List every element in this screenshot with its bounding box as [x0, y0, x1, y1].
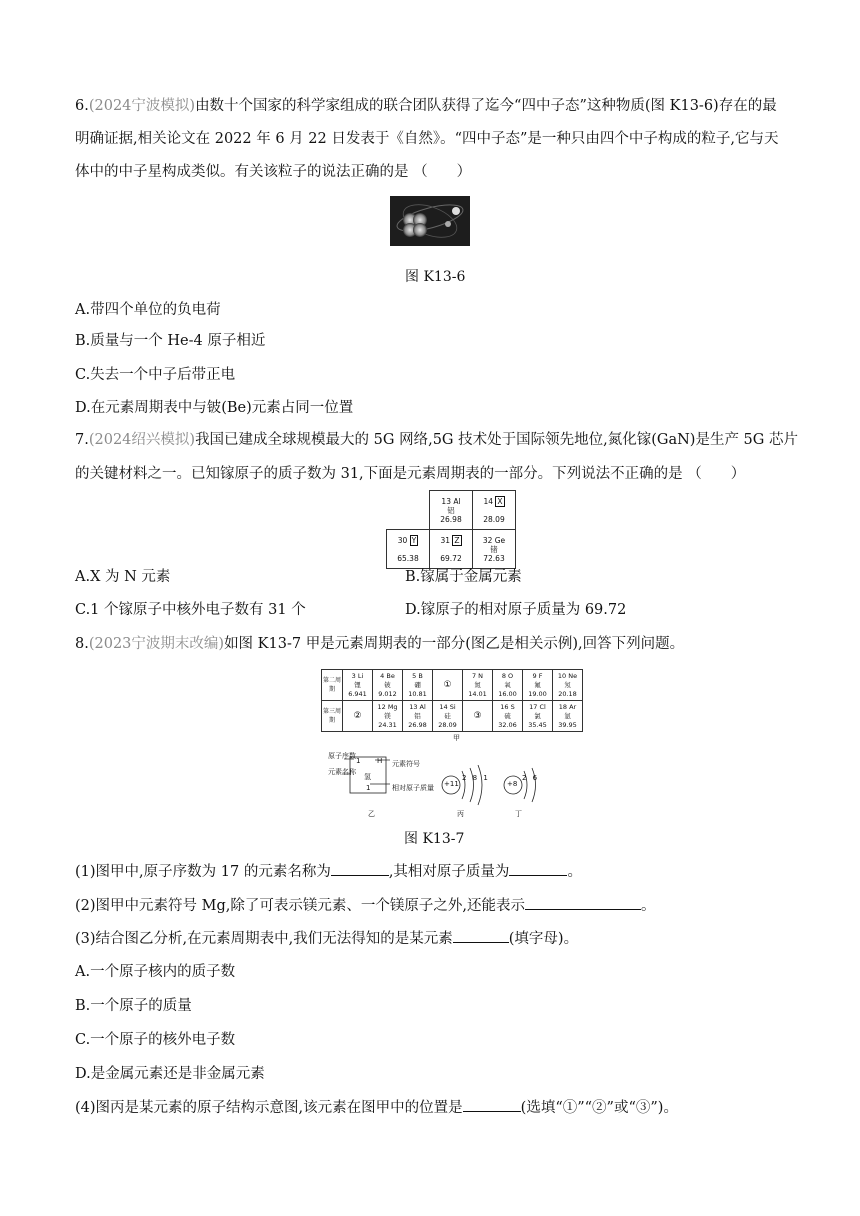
- q8.table.row2-cell: 14 Si 硅 28.09: [433, 701, 463, 732]
- q6-option-a: A.带四个单位的负电荷: [75, 302, 221, 318]
- period-2-label: 第二周期: [322, 670, 343, 701]
- example-label-symbol: 元素符号: [392, 760, 420, 768]
- q8-part3-option-b: B.一个原子的质量: [75, 998, 192, 1014]
- q6-option-d: D.在元素周期表中与铍(Be)元素占同一位置: [75, 400, 354, 416]
- q7-option-a: A.X 为 N 元素: [75, 569, 171, 585]
- q8.table.row2-cell: 18 Ar 氩 39.95: [553, 701, 583, 732]
- example-mass: 1: [366, 784, 371, 792]
- q8-source: (2023宁波期末改编): [88, 636, 225, 652]
- q7-option-b: B.镓属于金属元素: [405, 569, 522, 585]
- example-name: 氢: [364, 773, 371, 781]
- q8.table.row2-cell: 12 Mg 镁 24.31: [373, 701, 403, 732]
- q8.table.row1-cell: 7 N 氮 14.01: [463, 670, 493, 701]
- cell-x: 14 X 28.09: [473, 491, 516, 530]
- q8.table.row1-cell: ①: [433, 670, 463, 701]
- answer-blank[interactable]: [453, 928, 509, 943]
- q7-source: (2024绍兴模拟): [88, 432, 196, 448]
- example-label-atomic-number: 原子序数: [328, 752, 356, 760]
- answer-blank[interactable]: [331, 861, 389, 876]
- atom-label-ding: 丁: [515, 810, 522, 818]
- q8.table.row1-cell: 4 Be 铍 9.012: [373, 670, 403, 701]
- four-neutron-image: [390, 196, 470, 246]
- q6-option-b: B.质量与一个 He-4 原子相近: [75, 333, 266, 349]
- q6-option-c: C.失去一个中子后带正电: [75, 367, 236, 383]
- q8.table.row2-cell: 13 Al 铝 26.98: [403, 701, 433, 732]
- q7-option-c: C.1 个镓原子中核外电子数有 31 个: [75, 602, 306, 618]
- figure-caption-k13-7: 图 K13-7: [404, 831, 465, 847]
- cell-z: 31 Z 69.72: [430, 530, 473, 569]
- q7-line1: 7.(2024绍兴模拟)我国已建成全球规模最大的 5G 网络,5G 技术处于国际领先地位,氮化镓(GaN)是生产 5G 芯片: [75, 432, 798, 448]
- period-3-label: 第三周期: [322, 701, 343, 732]
- atom-label-bing: 丙: [457, 810, 464, 818]
- cell-al: 13 Al 铝 26.98: [430, 491, 473, 530]
- q8-part1: (1)图甲中,原子序数为 17 的元素名称为 ,其相对原子质量为 。: [75, 861, 582, 882]
- q8-part4: (4)图丙是某元素的原子结构示意图,该元素在图甲中的位置是 (选填“①”“②”或“③”)。: [75, 1097, 678, 1118]
- example-number: 1: [356, 757, 361, 765]
- q8.table.row1-cell: 10 Ne 氖 20.18: [553, 670, 583, 701]
- q7-line2: 的关键材料之一。已知镓原子的质子数为 31,下面是元素周期表的一部分。下列说法不正确的是 （ ）: [75, 466, 746, 482]
- q8-part2: (2)图甲中元素符号 Mg,除了可表示镁元素、一个镁原子之外,还能表示 。: [75, 895, 656, 916]
- q7-option-d: D.镓原子的相对原子质量为 69.72: [405, 602, 627, 618]
- q8-part3-option-c: C.一个原子的核外电子数: [75, 1032, 236, 1048]
- example-label-element-name: 元素名称: [328, 768, 356, 776]
- q6-line2: 明确证据,相关论文在 2022 年 6 月 22 日发表于《自然》。“四中子态”是一种只由四个中子构成的粒子,它与天: [75, 131, 779, 147]
- example-label-yi: 乙: [368, 810, 375, 818]
- answer-blank[interactable]: [509, 861, 567, 876]
- q8.table.row1-cell: 5 B 硼 10.81: [403, 670, 433, 701]
- figure-caption-k13-6: 图 K13-6: [405, 269, 466, 285]
- answer-blank[interactable]: [525, 895, 641, 910]
- q8.table.row2-cell: ③: [463, 701, 493, 732]
- q8-part3: (3)结合图乙分析,在元素周期表中,我们无法得知的是某元素 (填字母)。: [75, 928, 578, 949]
- q8-part3-option-a: A.一个原子核内的质子数: [75, 964, 236, 980]
- q8.table.row2-cell: 17 Cl 氯 35.45: [523, 701, 553, 732]
- q8-intro: 8.(2023宁波期末改编)如图 K13-7 甲是元素周期表的一部分(图乙是相关示例),回答下列问题。: [75, 636, 685, 652]
- atom-ding-shells: 2 6: [522, 774, 540, 782]
- atom-ding-nucleus: +8: [507, 780, 518, 788]
- cell-ge: 32 Ge 锗 72.63: [473, 530, 516, 569]
- q8.table.row2-cell: 16 S 硫 32.06: [493, 701, 523, 732]
- table-label-jia: 甲: [453, 734, 460, 742]
- q6-source: (2024宁波模拟): [88, 98, 196, 114]
- q8.table.row1-cell: 8 O 氧 16.00: [493, 670, 523, 701]
- atom-bing-nucleus: +11: [444, 780, 459, 788]
- answer-blank[interactable]: [463, 1097, 521, 1112]
- atom-bing-shells: 2 8 1: [462, 774, 490, 782]
- q8-part3-option-d: D.是金属元素还是非金属元素: [75, 1066, 265, 1082]
- example-label-mass: 相对原子质量: [392, 784, 434, 792]
- q8.table.row2-cell: ②: [343, 701, 373, 732]
- example-symbol: H: [377, 757, 383, 765]
- q6-line3: 体中的中子星构成类似。有关该粒子的说法正确的是 （ ）: [75, 164, 472, 180]
- q7-periodic-table: [386, 490, 516, 569]
- cell-y: 30 Y 65.38: [387, 530, 430, 569]
- q6-line1: 6.(2024宁波模拟)由数十个国家的科学家组成的联合团队获得了迄今“四中子态”这种物质(图 K13-6)存在的最: [75, 98, 777, 114]
- q8-periodic-table: [321, 669, 583, 732]
- q8.table.row1-cell: 9 F 氟 19.00: [523, 670, 553, 701]
- q8.table.row1-cell: 3 Li 锂 6.941: [343, 670, 373, 701]
